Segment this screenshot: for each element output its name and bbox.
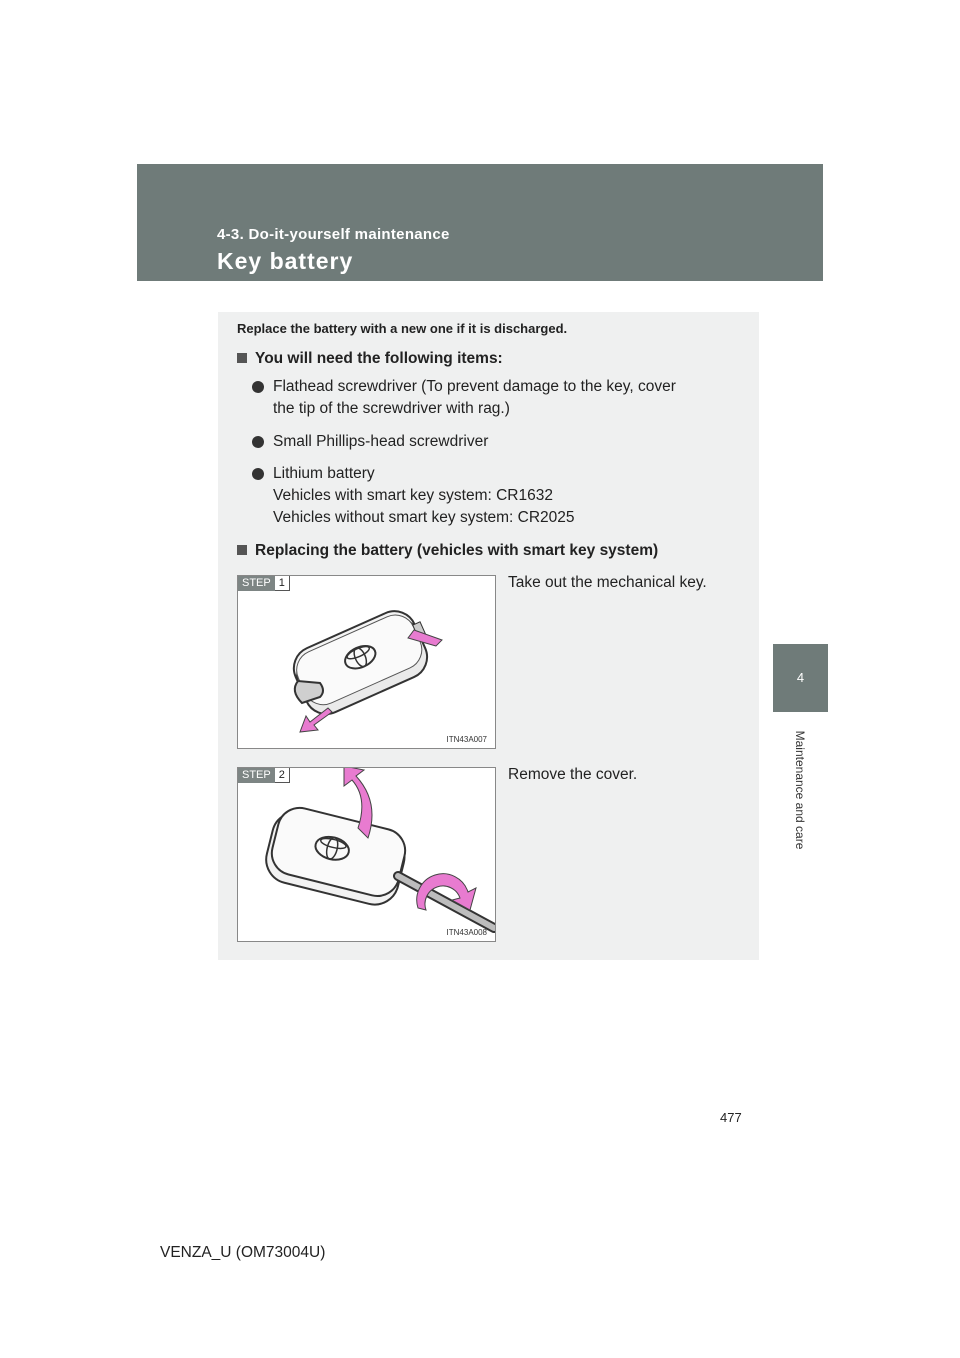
list-item [252,431,488,453]
square-bullet-icon [237,545,247,555]
list-item [252,376,740,420]
bullet-dot-icon [252,436,264,448]
key-fob-cover-illustration [238,768,495,941]
list-item-line: the tip of the screwdriver with rag.) [273,400,510,417]
page-number: 477 [720,1110,742,1125]
list-item-line: Vehicles with smart key system: CR1632 [273,487,553,504]
list-item-line: Lithium battery [273,465,375,482]
intro-text: Replace the battery with a new one if it is discharged. [237,321,568,336]
chapter-tab[interactable] [773,644,828,712]
page-title: Key battery [217,248,354,274]
section-label: 4-3. Do-it-yourself maintenance [217,226,450,243]
step-word: STEP [238,576,275,591]
key-fob-illustration [238,576,495,748]
list-item-line: Vehicles without smart key system: CR2025 [273,509,575,526]
step2-instruction: Remove the cover. [508,766,638,783]
step-number: 2 [275,768,290,783]
chapter-number: 4 [796,670,805,685]
step-number: 1 [275,576,290,591]
step2-figure [237,767,496,942]
chapter-label: Maintenance and care [793,730,807,850]
step-badge [238,768,290,783]
list-item [252,463,575,529]
items-heading [237,350,503,368]
items-heading-text: You will need the following items: [255,350,503,367]
list-item-line: Small Phillips-head screwdriver [273,433,489,450]
replace-heading-text: Replacing the battery (vehicles with smart key system) [255,542,659,559]
bullet-dot-icon [252,468,264,480]
step-word: STEP [238,768,275,783]
list-item-line: Flathead screwdriver (To prevent damage to the key, cover [273,378,676,395]
figure-code: ITN43A008 [446,928,487,937]
step1-instruction: Take out the mechanical key. [508,574,707,591]
square-bullet-icon [237,353,247,363]
replace-heading [237,542,658,560]
document-code: VENZA_U (OM73004U) [160,1244,326,1261]
step-badge [238,576,290,591]
bullet-dot-icon [252,381,264,393]
step1-figure [237,575,496,749]
figure-code: ITN43A007 [446,735,487,744]
